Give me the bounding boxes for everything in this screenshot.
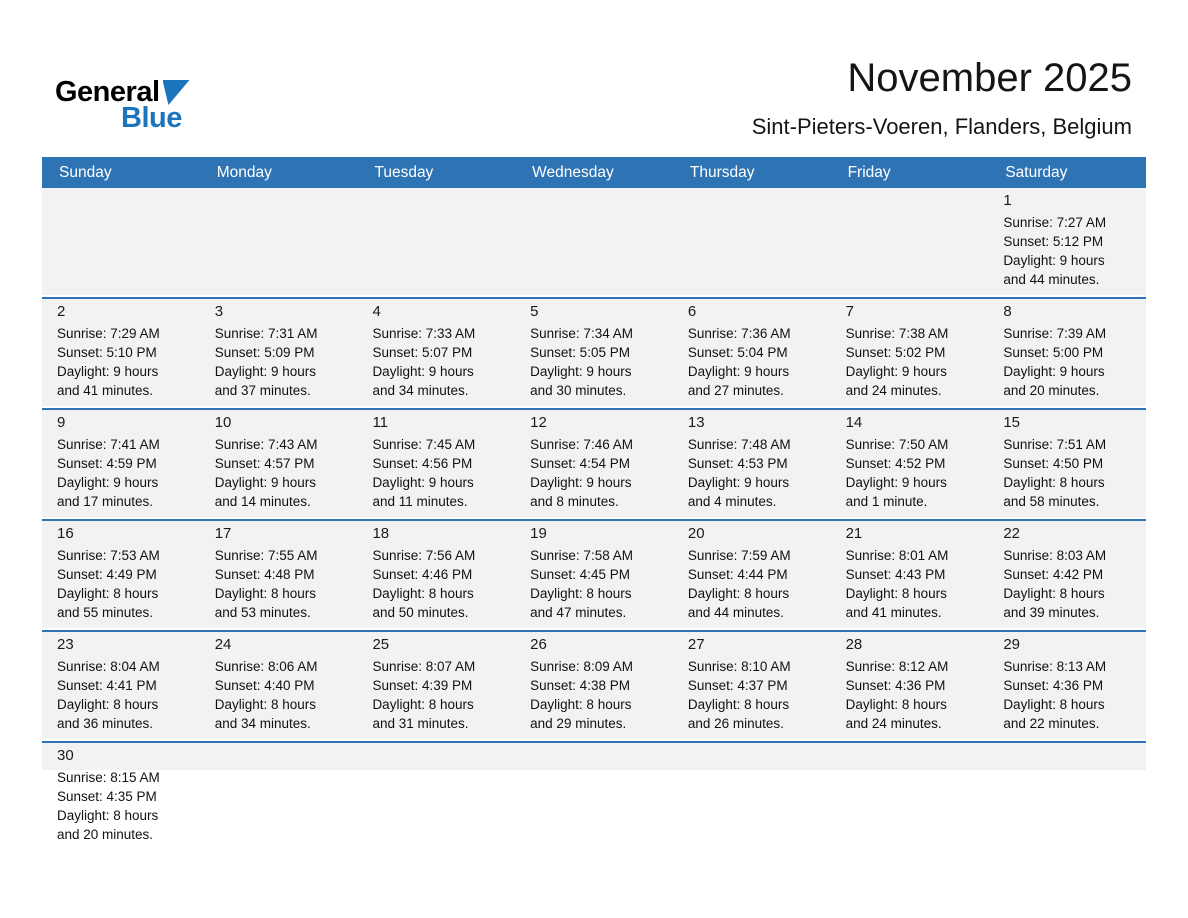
daylight-text-line2: and 58 minutes. [1003,494,1100,509]
day-number: 7 [845,303,854,320]
sunset-text: Sunset: 4:42 PM [1003,567,1104,582]
sunrise-text: Sunrise: 7:46 AM [530,437,633,452]
sunset-text: Sunset: 4:37 PM [687,678,788,693]
day-cell [200,299,358,406]
day-number: 16 [57,525,74,542]
day-number: 6 [687,303,697,320]
sunrise-text: Sunrise: 7:53 AM [57,548,160,563]
sunrise-text: Sunrise: 8:07 AM [372,659,476,674]
header-titles [752,56,1132,140]
week-row [42,741,1146,850]
empty-cell [831,743,989,850]
sunset-text: Sunset: 5:00 PM [1003,345,1104,360]
empty-cell [357,743,515,850]
daylight-text-line2: and 47 minutes. [530,605,627,620]
day-number: 3 [214,303,224,320]
day-number: 18 [372,525,390,542]
day-cell [515,410,673,517]
sunset-text: Sunset: 4:54 PM [530,456,630,471]
day-cell [831,410,989,517]
sunrise-text: Sunrise: 8:12 AM [845,659,949,674]
day-cell [200,521,358,628]
day-number: 8 [1003,303,1012,320]
sunrise-text: Sunrise: 7:58 AM [530,548,633,563]
daylight-text-line1: Daylight: 8 hours [1003,586,1105,601]
empty-cell [42,188,200,295]
daylight-text-line2: and 29 minutes. [530,716,627,731]
day-number: 13 [687,414,705,431]
daylight-text-line1: Daylight: 8 hours [214,586,317,601]
day-number: 10 [214,414,232,431]
day-number: 9 [57,414,66,431]
sunrise-text: Sunrise: 8:03 AM [1003,548,1107,563]
sunset-text: Sunset: 4:56 PM [372,456,473,471]
daylight-text-line2: and 53 minutes. [214,605,311,620]
sunset-text: Sunset: 5:12 PM [1003,234,1104,249]
sunset-text: Sunset: 4:43 PM [845,567,946,582]
sunrise-text: Sunrise: 8:15 AM [57,770,160,785]
weekday-tuesday: Tuesday [374,163,434,181]
empty-cell [831,188,989,295]
daylight-text-line1: Daylight: 8 hours [530,586,632,601]
daylight-text-line2: and 22 minutes. [1003,716,1100,731]
day-cell [42,299,200,406]
sunrise-text: Sunrise: 8:06 AM [214,659,318,674]
sunset-text: Sunset: 4:49 PM [57,567,157,582]
sunrise-text: Sunrise: 7:34 AM [530,326,633,341]
sunrise-text: Sunrise: 8:10 AM [687,659,791,674]
sunrise-text: Sunrise: 8:01 AM [845,548,949,563]
page-subtitle: Sint-Pieters-Voeren, Flanders, Belgium [751,114,1132,139]
sunrise-text: Sunrise: 7:36 AM [687,326,791,341]
day-cell [42,410,200,517]
day-cell [42,743,200,850]
day-cell [831,632,989,739]
week-row [42,408,1146,517]
day-cell [673,299,831,406]
day-cell [515,632,673,739]
sunset-text: Sunset: 4:45 PM [530,567,630,582]
daylight-text-line1: Daylight: 9 hours [214,364,317,379]
daylight-text-line1: Daylight: 9 hours [214,475,317,490]
daylight-text-line2: and 44 minutes. [1003,272,1100,287]
sunrise-text: Sunrise: 7:39 AM [1003,326,1107,341]
sunset-text: Sunset: 5:04 PM [687,345,788,360]
page-title: November 2025 [847,56,1132,100]
day-cell [357,410,515,517]
day-number: 22 [1003,525,1020,542]
daylight-text-line1: Daylight: 9 hours [57,475,159,490]
daylight-text-line2: and 39 minutes. [1003,605,1100,620]
day-number: 21 [845,525,863,542]
sunset-text: Sunset: 4:53 PM [687,456,788,471]
day-cell [831,521,989,628]
day-cell [200,632,358,739]
daylight-text-line2: and 27 minutes. [687,383,784,398]
day-cell [200,410,358,517]
sunrise-text: Sunrise: 7:41 AM [57,437,160,452]
day-number: 2 [57,303,66,320]
daylight-text-line1: Daylight: 9 hours [530,364,632,379]
weekday-monday: Monday [216,163,272,181]
daylight-text-line1: Daylight: 8 hours [845,586,947,601]
daylight-text-line2: and 50 minutes. [372,605,469,620]
daylight-text-line1: Daylight: 9 hours [1003,253,1105,268]
day-cell [515,521,673,628]
daylight-text-line1: Daylight: 9 hours [372,364,474,379]
sunrise-text: Sunrise: 7:55 AM [214,548,318,563]
sunrise-text: Sunrise: 8:13 AM [1003,659,1107,674]
daylight-text-line2: and 20 minutes. [1003,383,1100,398]
daylight-text-line1: Daylight: 8 hours [57,808,159,823]
weekday-wednesday: Wednesday [532,163,614,181]
sunrise-text: Sunrise: 7:59 AM [687,548,791,563]
sunrise-text: Sunrise: 7:27 AM [1003,215,1107,230]
day-number: 1 [1003,192,1012,209]
sunset-text: Sunset: 4:36 PM [1003,678,1104,693]
daylight-text-line1: Daylight: 8 hours [57,586,159,601]
weekday-saturday: Saturday [1005,163,1068,181]
daylight-text-line1: Daylight: 8 hours [530,697,632,712]
sunset-text: Sunset: 5:05 PM [530,345,630,360]
daylight-text-line2: and 8 minutes. [530,494,619,509]
day-cell [357,521,515,628]
calendar-table [42,157,1146,850]
sunrise-text: Sunrise: 7:50 AM [845,437,949,452]
daylight-text-line2: and 17 minutes. [57,494,154,509]
daylight-text-line2: and 55 minutes. [57,605,154,620]
calendar-weeks [42,188,1146,850]
day-cell [673,521,831,628]
daylight-text-line2: and 44 minutes. [687,605,784,620]
sunrise-text: Sunrise: 7:29 AM [57,326,160,341]
sunrise-text: Sunrise: 7:43 AM [214,437,318,452]
day-number: 28 [845,636,863,653]
sunset-text: Sunset: 4:40 PM [214,678,315,693]
day-number: 30 [57,747,74,764]
daylight-text-line2: and 31 minutes. [372,716,469,731]
daylight-text-line1: Daylight: 8 hours [687,586,790,601]
daylight-text-line1: Daylight: 9 hours [57,364,159,379]
day-cell [988,299,1146,406]
empty-cell [673,743,831,850]
empty-cell [515,188,673,295]
daylight-text-line1: Daylight: 9 hours [1003,364,1105,379]
day-cell [673,410,831,517]
sunset-text: Sunset: 4:46 PM [372,567,473,582]
day-cell [42,632,200,739]
daylight-text-line2: and 1 minute. [845,494,928,509]
day-number: 27 [687,636,705,653]
day-number: 5 [530,303,539,320]
sunset-text: Sunset: 4:52 PM [845,456,946,471]
empty-cell [673,188,831,295]
daylight-text-line2: and 24 minutes. [845,716,942,731]
daylight-text-line1: Daylight: 9 hours [530,475,632,490]
day-cell [515,299,673,406]
sunrise-text: Sunrise: 8:04 AM [57,659,160,674]
sunset-text: Sunset: 4:39 PM [372,678,473,693]
daylight-text-line2: and 37 minutes. [214,383,311,398]
daylight-text-line2: and 41 minutes. [845,605,942,620]
sunset-text: Sunset: 4:35 PM [57,789,157,804]
daylight-text-line1: Daylight: 8 hours [372,697,474,712]
day-cell [831,299,989,406]
day-cell [357,632,515,739]
day-cell [673,632,831,739]
sunset-text: Sunset: 4:38 PM [530,678,630,693]
day-number: 15 [1003,414,1020,431]
daylight-text-line2: and 11 minutes. [372,494,468,509]
daylight-text-line1: Daylight: 9 hours [845,475,947,490]
day-number: 29 [1003,636,1020,653]
daylight-text-line1: Daylight: 8 hours [1003,697,1105,712]
day-cell [988,521,1146,628]
day-number: 14 [845,414,863,431]
day-number: 24 [214,636,232,653]
daylight-text-line1: Daylight: 8 hours [57,697,159,712]
empty-cell [988,743,1146,850]
day-number: 20 [687,525,705,542]
daylight-text-line1: Daylight: 8 hours [214,697,317,712]
day-cell [988,188,1146,295]
week-row [42,188,1146,295]
day-number: 4 [372,303,381,320]
sunset-text: Sunset: 4:59 PM [57,456,157,471]
daylight-text-line1: Daylight: 9 hours [687,475,790,490]
sunset-text: Sunset: 5:10 PM [57,345,157,360]
sunrise-text: Sunrise: 7:51 AM [1003,437,1107,452]
day-cell [42,521,200,628]
sunset-text: Sunset: 4:36 PM [845,678,946,693]
daylight-text-line2: and 20 minutes. [57,827,154,842]
daylight-text-line2: and 41 minutes. [57,383,154,398]
sunset-text: Sunset: 4:50 PM [1003,456,1104,471]
sunrise-text: Sunrise: 7:33 AM [372,326,476,341]
logo-general-text: General [55,76,160,108]
empty-cell [515,743,673,850]
day-number: 11 [372,414,389,431]
daylight-text-line1: Daylight: 8 hours [687,697,790,712]
daylight-text-line2: and 30 minutes. [530,383,627,398]
daylight-text-line1: Daylight: 9 hours [687,364,790,379]
week-row [42,630,1146,739]
day-number: 23 [57,636,74,653]
sunrise-text: Sunrise: 7:38 AM [845,326,949,341]
daylight-text-line1: Daylight: 8 hours [372,586,474,601]
daylight-text-line2: and 4 minutes. [687,494,777,509]
week-row [42,519,1146,628]
empty-cell [200,188,358,295]
day-number: 12 [530,414,547,431]
sunrise-text: Sunrise: 7:31 AM [214,326,318,341]
sunrise-text: Sunrise: 8:09 AM [530,659,633,674]
daylight-text-line2: and 34 minutes. [214,716,311,731]
sunset-text: Sunset: 5:02 PM [845,345,946,360]
sunset-text: Sunset: 4:48 PM [214,567,315,582]
day-number: 25 [372,636,390,653]
daylight-text-line1: Daylight: 9 hours [845,364,947,379]
day-number: 17 [214,525,232,542]
daylight-text-line2: and 26 minutes. [687,716,784,731]
daylight-text-line2: and 14 minutes. [214,494,311,509]
weekday-sunday: Sunday [59,163,112,181]
logo-blue-text: Blue [121,102,182,134]
general-blue-logo [55,76,190,135]
sunset-text: Sunset: 4:44 PM [687,567,788,582]
sunrise-text: Sunrise: 7:56 AM [372,548,476,563]
sunset-text: Sunset: 4:41 PM [57,678,157,693]
daylight-text-line1: Daylight: 9 hours [372,475,474,490]
empty-cell [200,743,358,850]
weekday-thursday: Thursday [689,163,755,181]
sunset-text: Sunset: 4:57 PM [214,456,315,471]
day-cell [988,410,1146,517]
daylight-text-line2: and 24 minutes. [845,383,942,398]
day-cell [357,299,515,406]
day-cell [988,632,1146,739]
weekday-friday: Friday [847,163,891,181]
sunset-text: Sunset: 5:09 PM [214,345,315,360]
week-row [42,297,1146,406]
daylight-text-line1: Daylight: 8 hours [845,697,947,712]
sunset-text: Sunset: 5:07 PM [372,345,473,360]
day-number: 19 [530,525,547,542]
daylight-text-line1: Daylight: 8 hours [1003,475,1105,490]
daylight-text-line2: and 36 minutes. [57,716,154,731]
sunrise-text: Sunrise: 7:48 AM [687,437,791,452]
sunrise-text: Sunrise: 7:45 AM [372,437,476,452]
weekday-header-row [42,157,1146,188]
day-number: 26 [530,636,547,653]
daylight-text-line2: and 34 minutes. [372,383,469,398]
empty-cell [357,188,515,295]
